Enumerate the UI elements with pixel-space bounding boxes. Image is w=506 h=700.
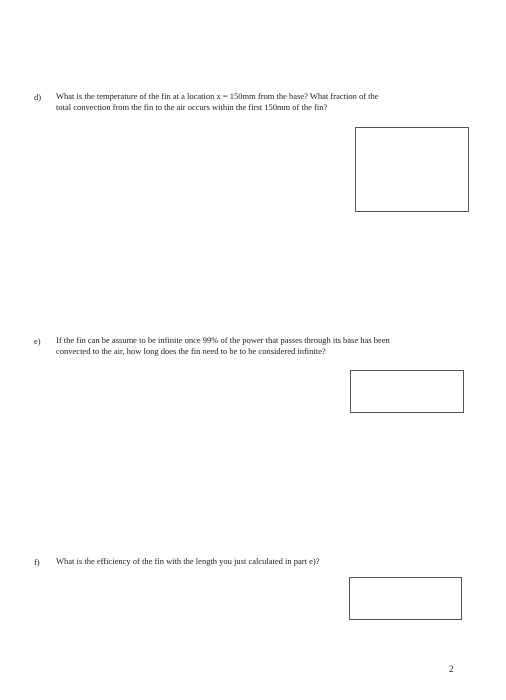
question-f-label: f) — [34, 557, 40, 567]
question-d-line-2: total convection from the fin to the air occurs within the first 150mm of the fin? — [56, 101, 328, 112]
question-d-label: d) — [34, 92, 42, 102]
question-e-label: e) — [34, 336, 41, 346]
answer-box-e[interactable] — [350, 370, 464, 413]
question-e-line-2: convected to the air, how long does the fin need to be to be considered infinite? — [56, 345, 326, 356]
question-f-line-1: What is the efficiency of the fin with the length you just calculated in part e)? — [56, 556, 320, 566]
question-d-text — [56, 91, 476, 112]
answer-box-f[interactable] — [349, 577, 462, 620]
question-e-text — [56, 335, 476, 356]
question-e-line-1: If the fin can be assume to be infinite once 99% of the power that passes through its base has been — [56, 335, 390, 345]
question-f-text — [56, 556, 476, 567]
page-number: 2 — [449, 664, 454, 674]
answer-box-d[interactable] — [355, 127, 469, 212]
question-d-line-1: What is the temperature of the fin at a location x = 150mm from the base? What fraction of the — [56, 91, 379, 101]
